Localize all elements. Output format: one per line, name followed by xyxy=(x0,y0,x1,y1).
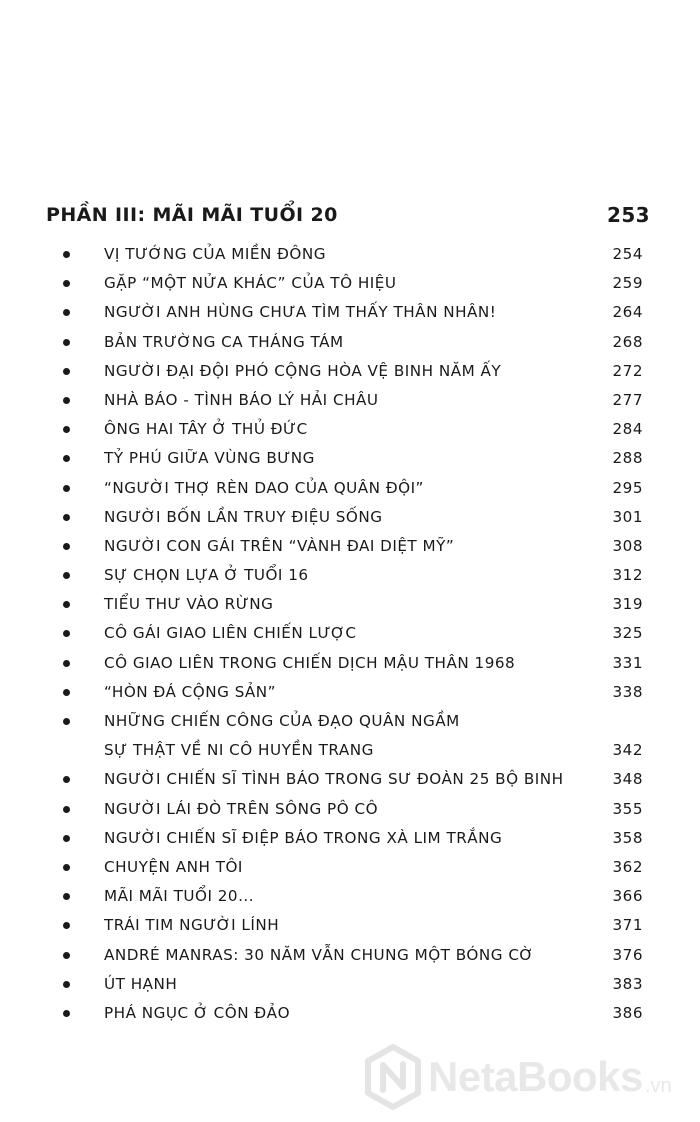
bullet-icon xyxy=(63,485,70,492)
toc-item-page: 338 xyxy=(612,682,643,701)
bullet-icon xyxy=(63,981,70,988)
toc-item-title: BẢN TRƯỜNG CA THÁNG TÁM xyxy=(104,332,344,351)
bullet-icon xyxy=(63,397,70,404)
toc-item xyxy=(0,649,700,678)
bullet-icon xyxy=(63,893,70,900)
bullet-icon xyxy=(63,718,70,725)
watermark-brand: NetaBooks xyxy=(428,1053,643,1100)
toc-item xyxy=(0,415,700,444)
toc-item xyxy=(0,474,700,503)
toc-item xyxy=(0,970,700,999)
bullet-icon xyxy=(63,572,70,579)
bullet-icon xyxy=(63,339,70,346)
toc-item-page: 358 xyxy=(612,828,643,847)
toc-item xyxy=(0,503,700,532)
toc-item-title: PHÁ NGỤC Ở CÔN ĐẢO xyxy=(104,1003,291,1022)
toc-item-title: TRÁI TIM NGƯỜI LÍNH xyxy=(104,916,280,935)
toc-item xyxy=(0,357,700,386)
bullet-icon xyxy=(63,426,70,433)
toc-item-title: CÔ GIAO LIÊN TRONG CHIẾN DỊCH MẬU THÂN 1968 xyxy=(104,653,516,672)
bullet-icon xyxy=(63,864,70,871)
toc-item-title: NGƯỜI CHIẾN SĨ TÌNH BÁO TRONG SƯ ĐOÀN 25 BỘ BINH xyxy=(104,770,564,789)
bullet-icon xyxy=(63,630,70,637)
toc-item-page: 284 xyxy=(612,420,643,439)
toc-item xyxy=(0,532,700,561)
bullet-icon xyxy=(63,689,70,696)
bullet-icon xyxy=(63,455,70,462)
bullet-icon xyxy=(63,601,70,608)
toc-item-page: 308 xyxy=(612,536,643,555)
toc-item-title: TỶ PHÚ GIỮA VÙNG BƯNG xyxy=(104,449,315,468)
toc-item-page: 355 xyxy=(612,799,643,818)
toc-item-page: 272 xyxy=(612,361,643,380)
section-title: PHẦN III: MÃI MÃI TUỔI 20 xyxy=(46,204,338,226)
toc-item xyxy=(0,590,700,619)
section-page-number: 253 xyxy=(607,203,650,227)
bullet-icon xyxy=(63,776,70,783)
bullet-icon xyxy=(63,922,70,929)
bullet-icon xyxy=(63,251,70,258)
toc-item xyxy=(0,765,700,794)
toc-item xyxy=(0,619,700,648)
toc-item-title: NGƯỜI ĐẠI ĐỘI PHÓ CỘNG HÒA VỆ BINH NĂM ẤY xyxy=(104,361,502,380)
toc-item-page: 371 xyxy=(612,916,643,935)
toc-item-page: 366 xyxy=(612,887,643,906)
toc-item-page: 348 xyxy=(612,770,643,789)
toc-item-page: 288 xyxy=(612,449,643,468)
toc-item-page: 264 xyxy=(612,303,643,322)
toc-item-title: TIỂU THƯ VÀO RỪNG xyxy=(104,595,274,614)
toc-item-page: 386 xyxy=(612,1003,643,1022)
toc-item-title: MÃI MÃI TUỔI 20... xyxy=(104,887,255,906)
toc-item xyxy=(0,678,700,707)
bullet-icon xyxy=(63,660,70,667)
toc-item-title: GẶP “MỘT NỬA KHÁC” CỦA TÔ HIỆU xyxy=(104,274,397,293)
toc-item-title: “HÒN ĐÁ CỘNG SẢN” xyxy=(104,682,276,701)
toc-item-title: NGƯỜI LÁI ĐÒ TRÊN SÔNG PÔ CÔ xyxy=(104,799,379,818)
toc-item-page: 362 xyxy=(612,857,643,876)
toc-item xyxy=(0,941,700,970)
toc-item xyxy=(0,999,700,1028)
toc-item xyxy=(0,444,700,473)
toc-item-title: NGƯỜI CON GÁI TRÊN “VÀNH ĐAI DIỆT MỸ” xyxy=(104,536,455,555)
toc-item-page: 259 xyxy=(612,274,643,293)
netabooks-logo-icon xyxy=(364,1044,422,1110)
toc-item-title: NGƯỜI BỐN LẦN TRUY ĐIỆU SỐNG xyxy=(104,507,383,526)
toc-item-page: 277 xyxy=(612,390,643,409)
toc-item-title: VỊ TƯỚNG CỦA MIỀN ĐÔNG xyxy=(104,245,326,263)
toc-item-page: 254 xyxy=(612,245,643,263)
watermark xyxy=(364,1042,684,1112)
toc-item-page: 295 xyxy=(612,478,643,497)
toc-item xyxy=(0,240,700,269)
toc-item-page: 383 xyxy=(612,974,643,993)
toc-item xyxy=(0,707,700,765)
bullet-icon xyxy=(63,806,70,813)
toc-item xyxy=(0,824,700,853)
toc-item-title: SỰ CHỌN LỰA Ở TUỔI 16 xyxy=(104,566,309,585)
toc-item-title: ANDRÉ MANRAS: 30 NĂM VẪN CHUNG MỘT BÓNG CỜ xyxy=(104,945,534,964)
toc-item xyxy=(0,911,700,940)
toc-item xyxy=(0,328,700,357)
toc-item-title: NGƯỜI ANH HÙNG CHƯA TÌM THẤY THÂN NHÂN! xyxy=(104,303,497,322)
toc-item xyxy=(0,561,700,590)
toc-item-title: NHÀ BÁO - TÌNH BÁO LÝ HẢI CHÂU xyxy=(104,390,379,409)
toc-item xyxy=(0,853,700,882)
toc-item-title: “NGƯỜI THỢ RÈN DAO CỦA QUÂN ĐỘI” xyxy=(104,478,424,497)
toc-item-page: 325 xyxy=(612,624,643,643)
toc-item-page: 301 xyxy=(612,507,643,526)
bullet-icon xyxy=(63,514,70,521)
bullet-icon xyxy=(63,309,70,316)
toc-item-title: NHỮNG CHIẾN CÔNG CỦA ĐẠO QUÂN NGẦM xyxy=(104,712,460,730)
bullet-icon xyxy=(63,368,70,375)
section-header xyxy=(46,198,650,232)
toc-item xyxy=(0,269,700,298)
toc-item-title: CHUYỆN ANH TÔI xyxy=(104,857,243,876)
toc-item-page: 342 xyxy=(612,741,643,760)
table-of-contents xyxy=(0,240,700,1028)
bullet-icon xyxy=(63,835,70,842)
toc-item-title: ÚT HẠNH xyxy=(104,974,178,993)
toc-item-page: 319 xyxy=(612,595,643,614)
toc-item-title: NGƯỜI CHIẾN SĨ ĐIỆP BÁO TRONG XÀ LIM TRẮNG xyxy=(104,828,503,847)
bullet-icon xyxy=(63,280,70,287)
toc-item-page: 331 xyxy=(612,653,643,672)
toc-item-page: 268 xyxy=(612,332,643,351)
toc-item-title: CÔ GÁI GIAO LIÊN CHIẾN LƯỢC xyxy=(104,624,357,643)
toc-item xyxy=(0,795,700,824)
toc-item xyxy=(0,882,700,911)
toc-item-title: ÔNG HAI TÂY Ở THỦ ĐỨC xyxy=(104,420,308,439)
toc-item-page: 312 xyxy=(612,566,643,585)
bullet-icon xyxy=(63,1010,70,1017)
bullet-icon xyxy=(63,952,70,959)
toc-item xyxy=(0,386,700,415)
toc-item-title-line2: SỰ THẬT VỀ NI CÔ HUYỀN TRANG xyxy=(104,741,374,760)
watermark-suffix: .vn xyxy=(644,1075,672,1097)
toc-item xyxy=(0,298,700,327)
toc-item-page: 376 xyxy=(612,945,643,964)
bullet-icon xyxy=(63,543,70,550)
